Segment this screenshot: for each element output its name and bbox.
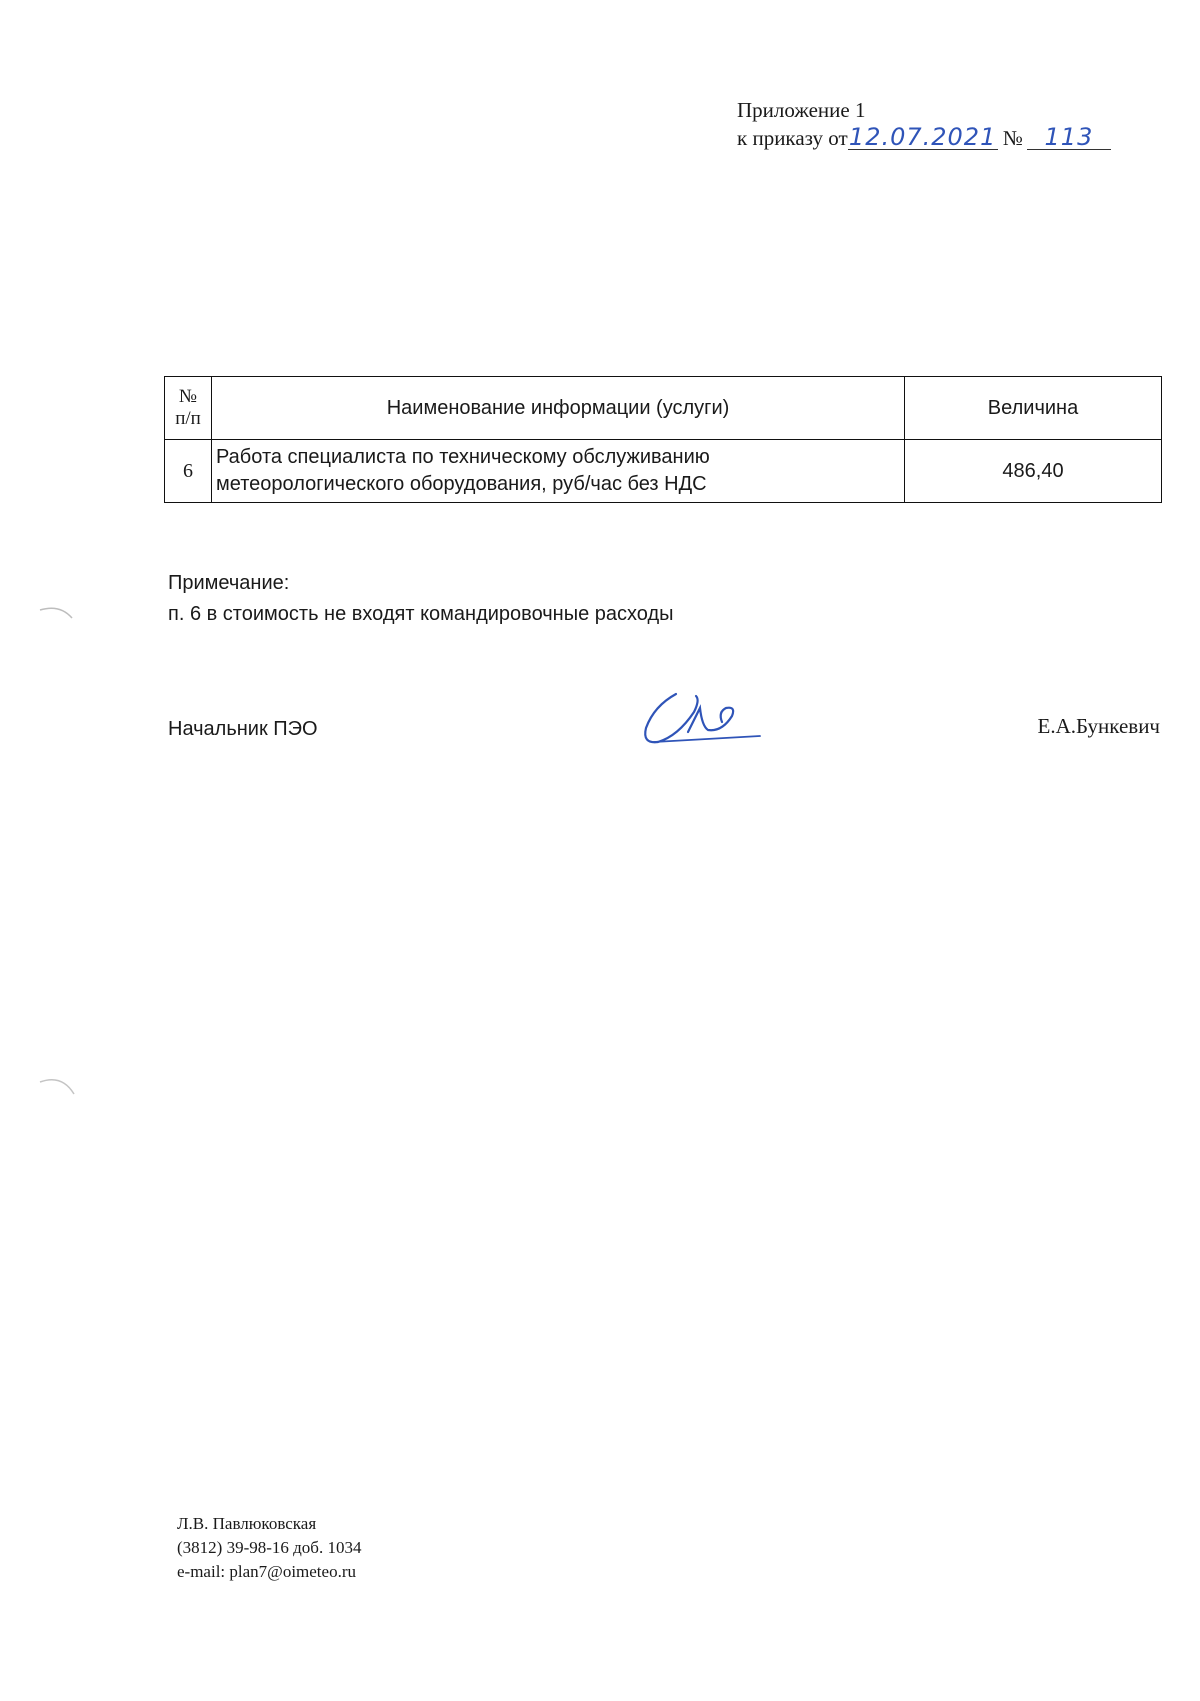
order-reference	[737, 124, 1111, 152]
header-num-line2: п/п	[175, 408, 201, 429]
contact-email: e-mail: plan7@oimeteo.ru	[177, 1562, 356, 1581]
header-num-line1: №	[178, 386, 198, 407]
table-header-row	[165, 377, 1162, 440]
row-name-line2: метеорологического оборудования, руб/час без НДС	[216, 473, 707, 495]
row-name-line1: Работа специалиста по техническому обслуживанию	[216, 446, 710, 468]
appendix-header	[737, 96, 1111, 152]
note-text: п. 6 в стоимость не входят командировочные расходы	[168, 603, 674, 625]
note-label: Примечание:	[168, 572, 290, 594]
punch-hole-mark-lower	[38, 1074, 78, 1100]
contact-person: Л.В. Павлюковская	[177, 1514, 317, 1533]
order-prefix: к приказу от	[737, 126, 848, 150]
row-num: 6	[165, 440, 212, 503]
order-date-handwritten: 12.07.2021	[848, 123, 997, 151]
handwritten-signature	[636, 686, 766, 756]
order-number-handwritten: 113	[1027, 125, 1111, 150]
signatory-name: Е.А.Бункевич	[1037, 714, 1160, 738]
contact-footer	[177, 1512, 361, 1584]
punch-hole-mark-upper	[38, 604, 78, 626]
services-table	[164, 376, 1162, 503]
row-name	[212, 440, 905, 503]
header-num	[165, 377, 212, 440]
row-value: 486,40	[905, 440, 1162, 503]
appendix-title: Приложение 1	[737, 98, 866, 122]
number-sign: №	[1002, 126, 1023, 150]
contact-phone: (3812) 39-98-16 доб. 1034	[177, 1538, 362, 1557]
header-value: Величина	[905, 377, 1162, 440]
table-row	[165, 440, 1162, 503]
note-block	[168, 568, 674, 630]
header-name: Наименование информации (услуги)	[212, 377, 905, 440]
signatory-position: Начальник ПЭО	[168, 718, 318, 740]
